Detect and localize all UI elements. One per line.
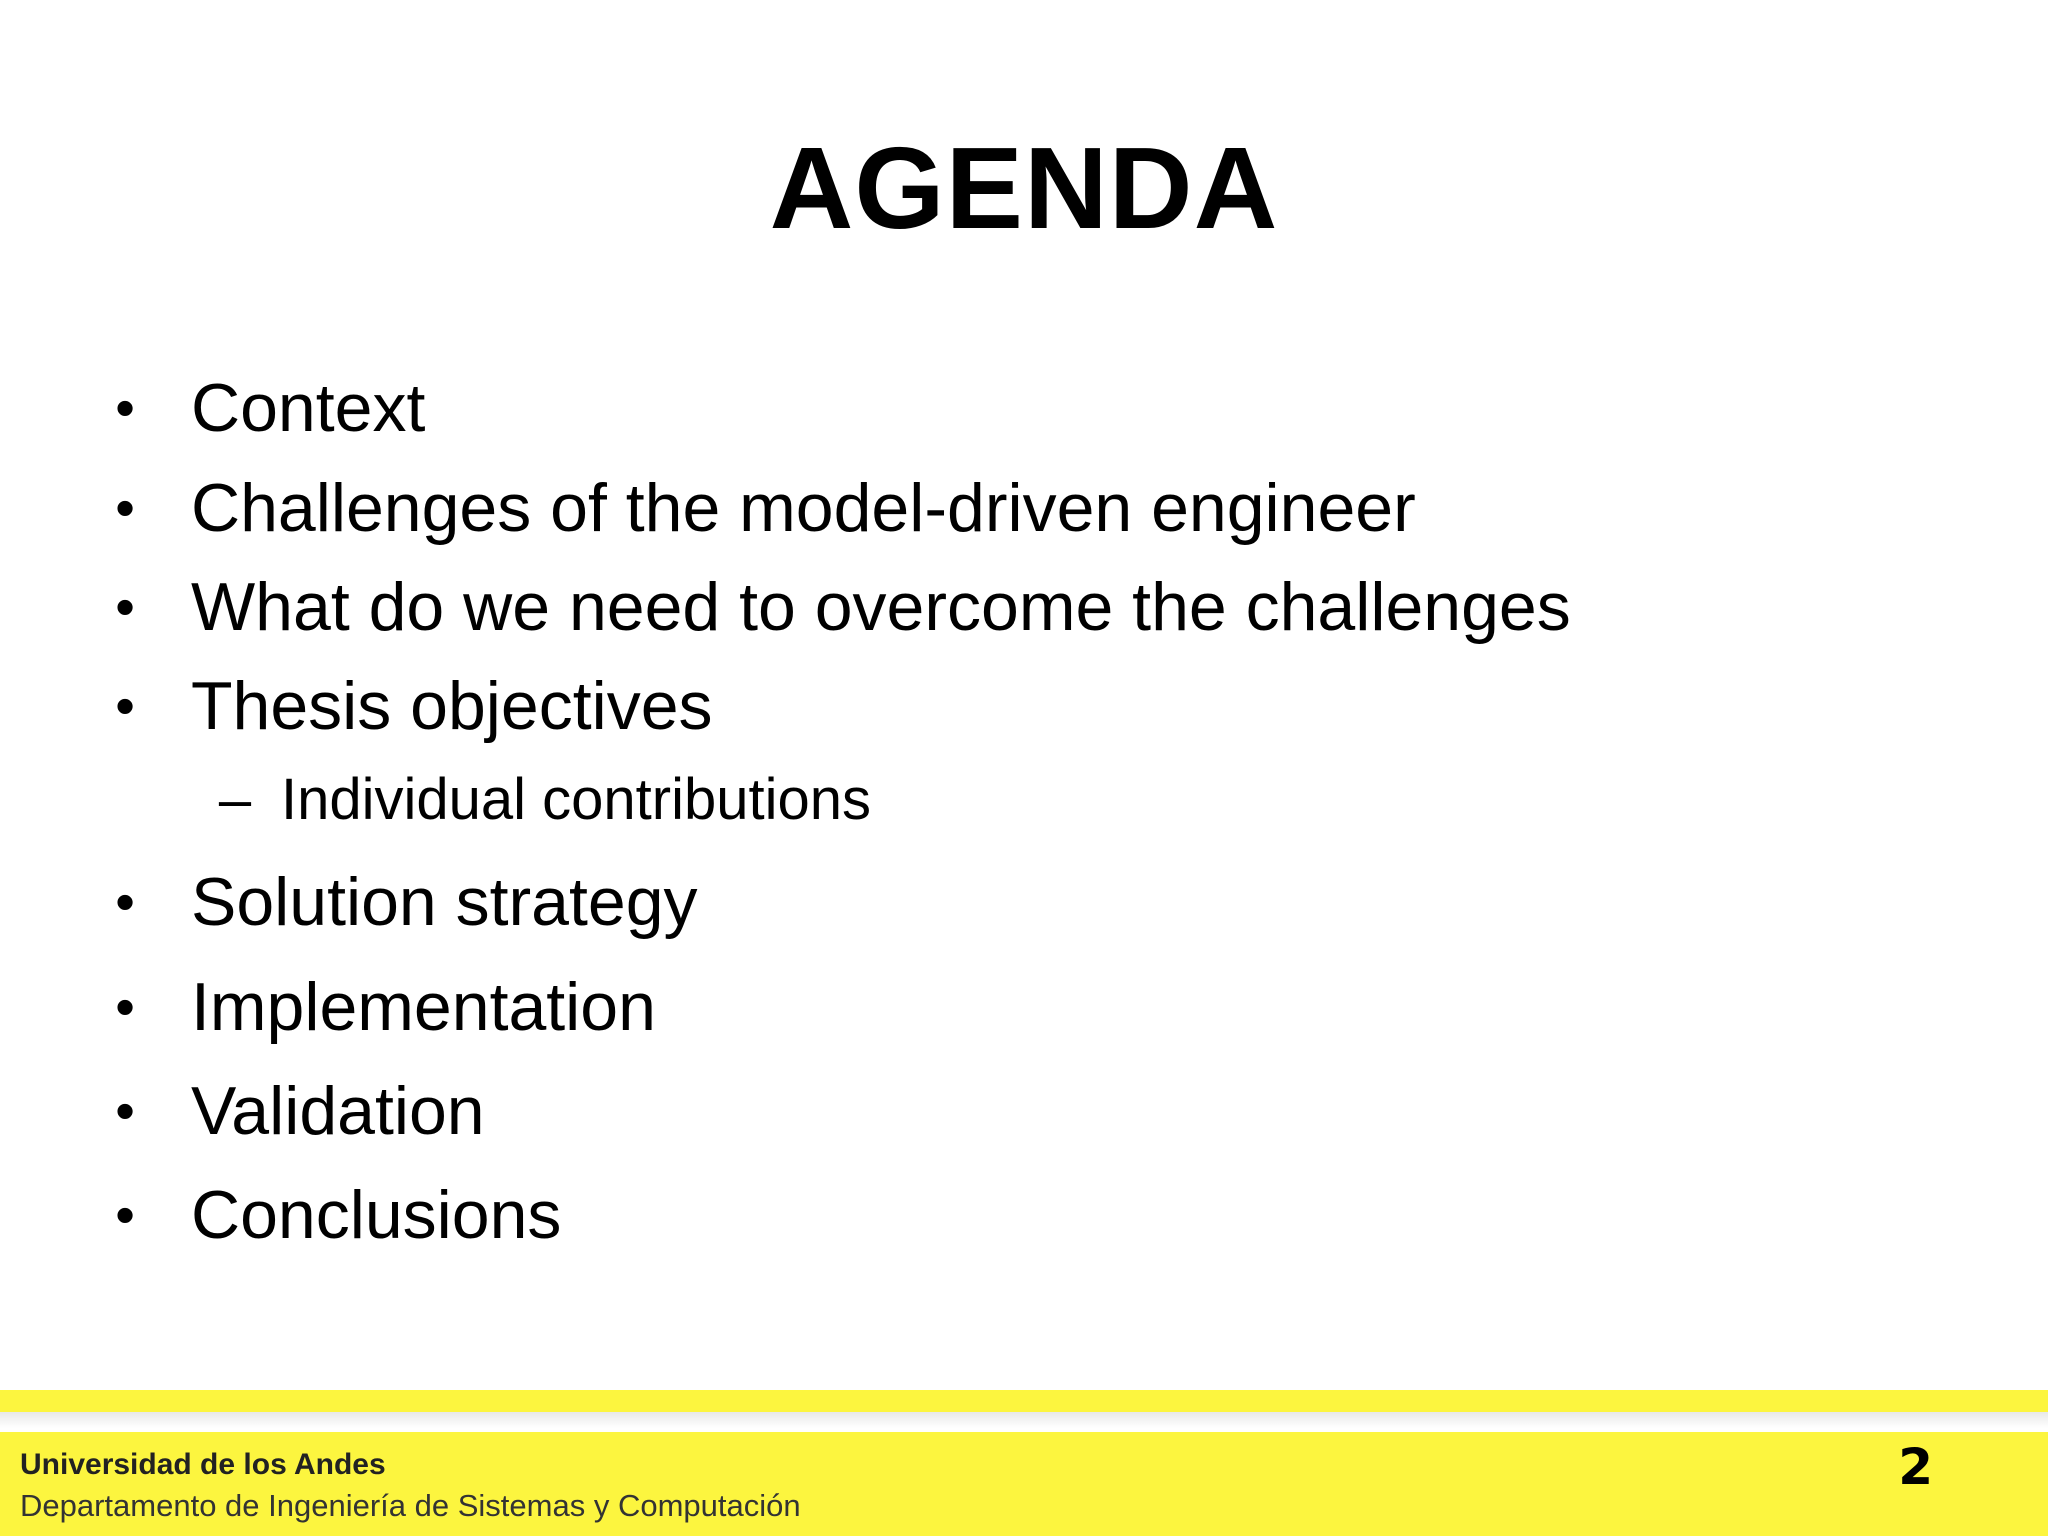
agenda-subitem-label: Individual contributions xyxy=(281,767,872,832)
dash-icon: – xyxy=(218,767,252,832)
agenda-item-label: Challenges of the model-driven engineer xyxy=(191,470,1416,546)
page-number: 2 xyxy=(1898,1438,1933,1496)
bullet-icon: • xyxy=(115,975,135,1038)
agenda-item-label: What do we need to overcome the challenges xyxy=(191,569,1571,645)
agenda-item-label: Thesis objectives xyxy=(191,668,713,744)
agenda-item-label: Implementation xyxy=(191,969,656,1045)
agenda-item-label: Context xyxy=(191,370,426,446)
bullet-icon: • xyxy=(115,1079,135,1142)
agenda-item-solution-strategy xyxy=(0,852,2048,952)
agenda-item-context xyxy=(0,358,2048,458)
footer-divider xyxy=(0,1412,2048,1428)
agenda-item-validation xyxy=(0,1061,2048,1161)
agenda-item-label: Solution strategy xyxy=(191,864,698,940)
bullet-icon: • xyxy=(115,674,135,737)
footer-accent-strip xyxy=(0,1390,2048,1412)
slide-title: AGENDA xyxy=(769,123,1279,253)
bullet-icon: • xyxy=(115,476,135,539)
bullet-icon: • xyxy=(115,1183,135,1246)
bullet-icon: • xyxy=(115,870,135,933)
agenda-subitem-individual-contributions xyxy=(0,760,2048,840)
university-name: Universidad de los Andes xyxy=(20,1448,386,1481)
agenda-item-thesis-objectives xyxy=(0,656,2048,756)
bullet-icon: • xyxy=(115,575,135,638)
agenda-item-needs xyxy=(0,557,2048,657)
agenda-item-challenges xyxy=(0,458,2048,558)
agenda-item-implementation xyxy=(0,957,2048,1057)
agenda-item-label: Conclusions xyxy=(191,1177,562,1253)
bullet-icon: • xyxy=(115,376,135,439)
department-name: Departamento de Ingeniería de Sistemas y Computación xyxy=(20,1488,801,1523)
agenda-item-label: Validation xyxy=(191,1073,485,1149)
agenda-item-conclusions xyxy=(0,1165,2048,1265)
